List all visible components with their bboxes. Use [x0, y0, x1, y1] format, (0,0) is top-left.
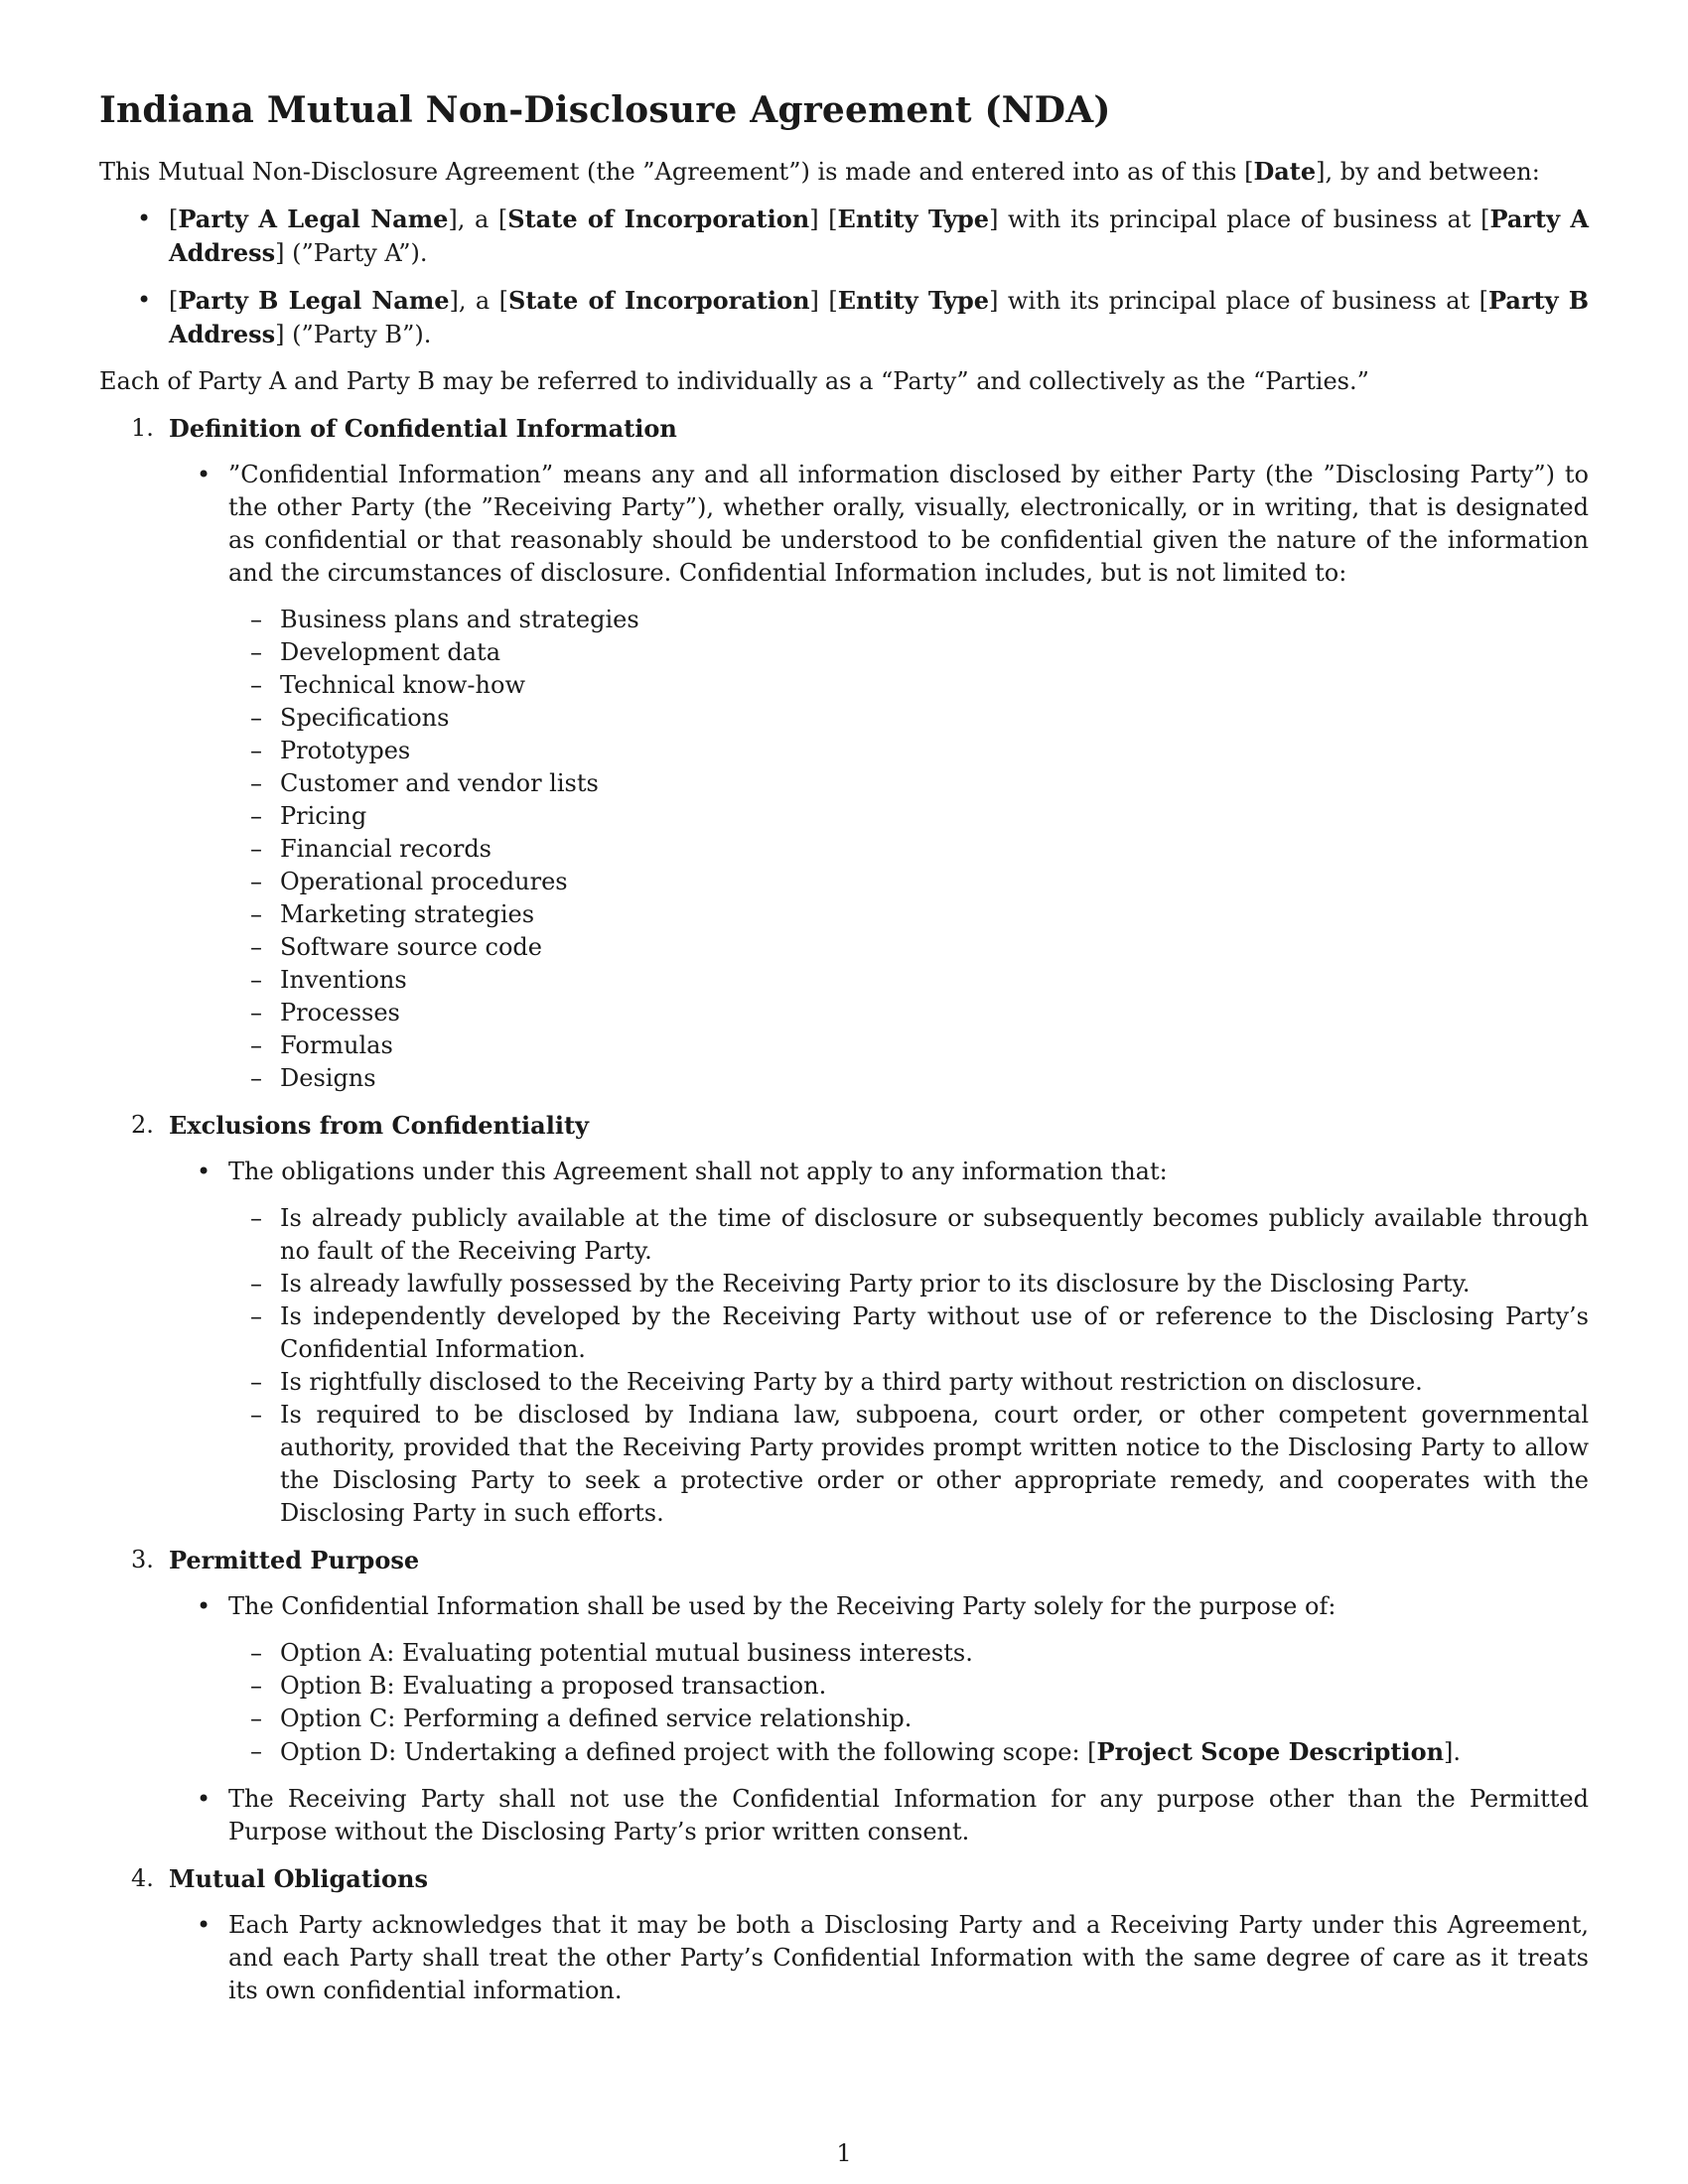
list-item: – Business plans and strategies: [280, 604, 1589, 636]
list-item: – Software source code: [280, 931, 1589, 964]
list-item: – Development data: [280, 636, 1589, 669]
list-item: – Option A: Evaluating potential mutual business interests.: [280, 1637, 1589, 1670]
list-item: – Formulas: [280, 1029, 1589, 1062]
list-item: – Is required to be disclosed by Indiana law, subpoena, court order, or other competent governmental authority, provided that the Receiving Party provides prompt written notice to the Disclosing Party to allow the Disclosing Party to seek a protective order or other appropriate remedy, and cooperates with the Disclosing Party in such efforts.: [280, 1399, 1589, 1530]
section-title: Mutual Obligations: [169, 1864, 428, 1893]
section-title: Definition of Confidential Information: [169, 414, 677, 443]
list-item: – Specifications: [280, 702, 1589, 735]
list-item: – Technical know-how: [280, 669, 1589, 702]
document-title: Indiana Mutual Non-Disclosure Agreement (NDA): [99, 89, 1111, 131]
party-a-item: • [Party A Legal Name], a [State of Incorporation] [Entity Type] with its principal place of business at [Party A Address] (”Party A”).: [169, 203, 1589, 270]
date-placeholder: Date: [1253, 157, 1317, 186]
list-item: – Is independently developed by the Receiving Party without use of or reference to the Disclosing Party’s Confidential Information.: [280, 1300, 1589, 1366]
section-1-text: • ”Confidential Information” means any and all information disclosed by either Party (the ”Disclosing Party”) to the other Party (the ”Receiving Party”), whether orally, visually, electronically, or in writing, that is designated as confidential or that reasonably should be understood to be confidential given the nature of the information and the circumstances of disclosure. Confidential Information includes, but is not limited to: – Business plans and strategies – Development data – Technical know-how – Specifications – Prototypes – Customer and vendor lists – Pricing – Financial records – Operational procedures – Marketing strategies – Software source code – Inventions – Processes – Formulas – Designs: [228, 459, 1589, 1095]
section-3-text: • The Confidential Information shall be used by the Receiving Party solely for the purpose of: – Option A: Evaluating potential mutual business interests. – Option B: Evaluating a proposed transaction. – Option C: Performing a defined service relationship. – Option D: Undertaking a defined project with the following scope: [Project Scope Description].: [228, 1590, 1589, 1769]
list-item: – Processes: [280, 997, 1589, 1029]
section-2: [131, 1109, 1589, 1530]
section-1: [131, 412, 1589, 1095]
party-b-item: • [Party B Legal Name], a [State of Incorporation] [Entity Type] with its principal place of business at [Party B Address] (”Party B”).: [169, 284, 1589, 351]
page-number: 1: [836, 2139, 852, 2167]
sections-list: [99, 412, 1589, 2007]
section-number: 4.: [131, 1864, 154, 1892]
list-item: – Is rightfully disclosed to the Receiving Party by a third party without restriction on disclosure.: [280, 1366, 1589, 1399]
list-item: – Option C: Performing a defined service relationship.: [280, 1703, 1589, 1735]
list-item: – Operational procedures: [280, 866, 1589, 898]
exclusions-list: [228, 1202, 1589, 1530]
section-number: 1.: [131, 414, 154, 442]
section-2-text: • The obligations under this Agreement shall not apply to any information that: – Is already publicly available at the time of disclosure or subsequently becomes publicly available through no fault of the Receiving Party. – Is already lawfully possessed by the Receiving Party prior to its disclosure by the Disclosing Party. – Is independently developed by the Receiving Party without use of or reference to the Disclosing Party’s Confidential Information. – Is rightfully disclosed to the Receiving Party by a third party without restriction on disclosure. – Is required to be disclosed by Indiana law, subpoena, court order, or other competent governmental authority, provided that the Receiving Party provides prompt written notice to the Disclosing Party to allow the Disclosing Party to seek a protective order or other appropriate remedy, and cooperates with the Disclosing Party in such efforts.: [228, 1156, 1589, 1530]
list-item: – Prototypes: [280, 735, 1589, 767]
confidential-info-list: [228, 604, 1589, 1095]
list-item: – Marketing strategies: [280, 898, 1589, 931]
section-number: 2.: [131, 1111, 154, 1139]
intro-paragraph: This Mutual Non-Disclosure Agreement (the ”Agreement”) is made and entered into as of this [Date], by and between:: [99, 157, 1540, 186]
section-number: 3.: [131, 1546, 154, 1573]
list-item: – Option D: Undertaking a defined project with the following scope: [Project Scope Description].: [280, 1735, 1589, 1769]
project-scope-placeholder: Project Scope Description: [1096, 1737, 1445, 1766]
section-title: Permitted Purpose: [169, 1546, 420, 1574]
section-3: [131, 1544, 1589, 1848]
purpose-options-list: [228, 1637, 1589, 1769]
list-item: – Designs: [280, 1062, 1589, 1095]
parties-list: [99, 203, 1589, 351]
list-item: – Pricing: [280, 800, 1589, 833]
section-3-text-2: • The Receiving Party shall not use the Confidential Information for any purpose other than the Permitted Purpose without the Disclosing Party’s prior written consent.: [228, 1783, 1589, 1848]
document-page: [99, 89, 1589, 2021]
list-item: – Financial records: [280, 833, 1589, 866]
section-4-text: • Each Party acknowledges that it may be both a Disclosing Party and a Receiving Party under this Agreement, and each Party shall treat the other Party’s Confidential Information with the same degree of care as it treats its own confidential information.: [228, 1909, 1589, 2007]
list-item: – Is already lawfully possessed by the Receiving Party prior to its disclosure by the Disclosing Party.: [280, 1268, 1589, 1300]
section-4: [131, 1862, 1589, 2007]
list-item: – Inventions: [280, 964, 1589, 997]
section-title: Exclusions from Confidentiality: [169, 1111, 589, 1140]
parties-definition: Each of Party A and Party B may be referred to individually as a “Party” and collectively as the “Parties.”: [99, 367, 1369, 395]
list-item: – Option B: Evaluating a proposed transaction.: [280, 1670, 1589, 1703]
list-item: – Is already publicly available at the time of disclosure or subsequently becomes publicly available through no fault of the Receiving Party.: [280, 1202, 1589, 1268]
list-item: – Customer and vendor lists: [280, 767, 1589, 800]
